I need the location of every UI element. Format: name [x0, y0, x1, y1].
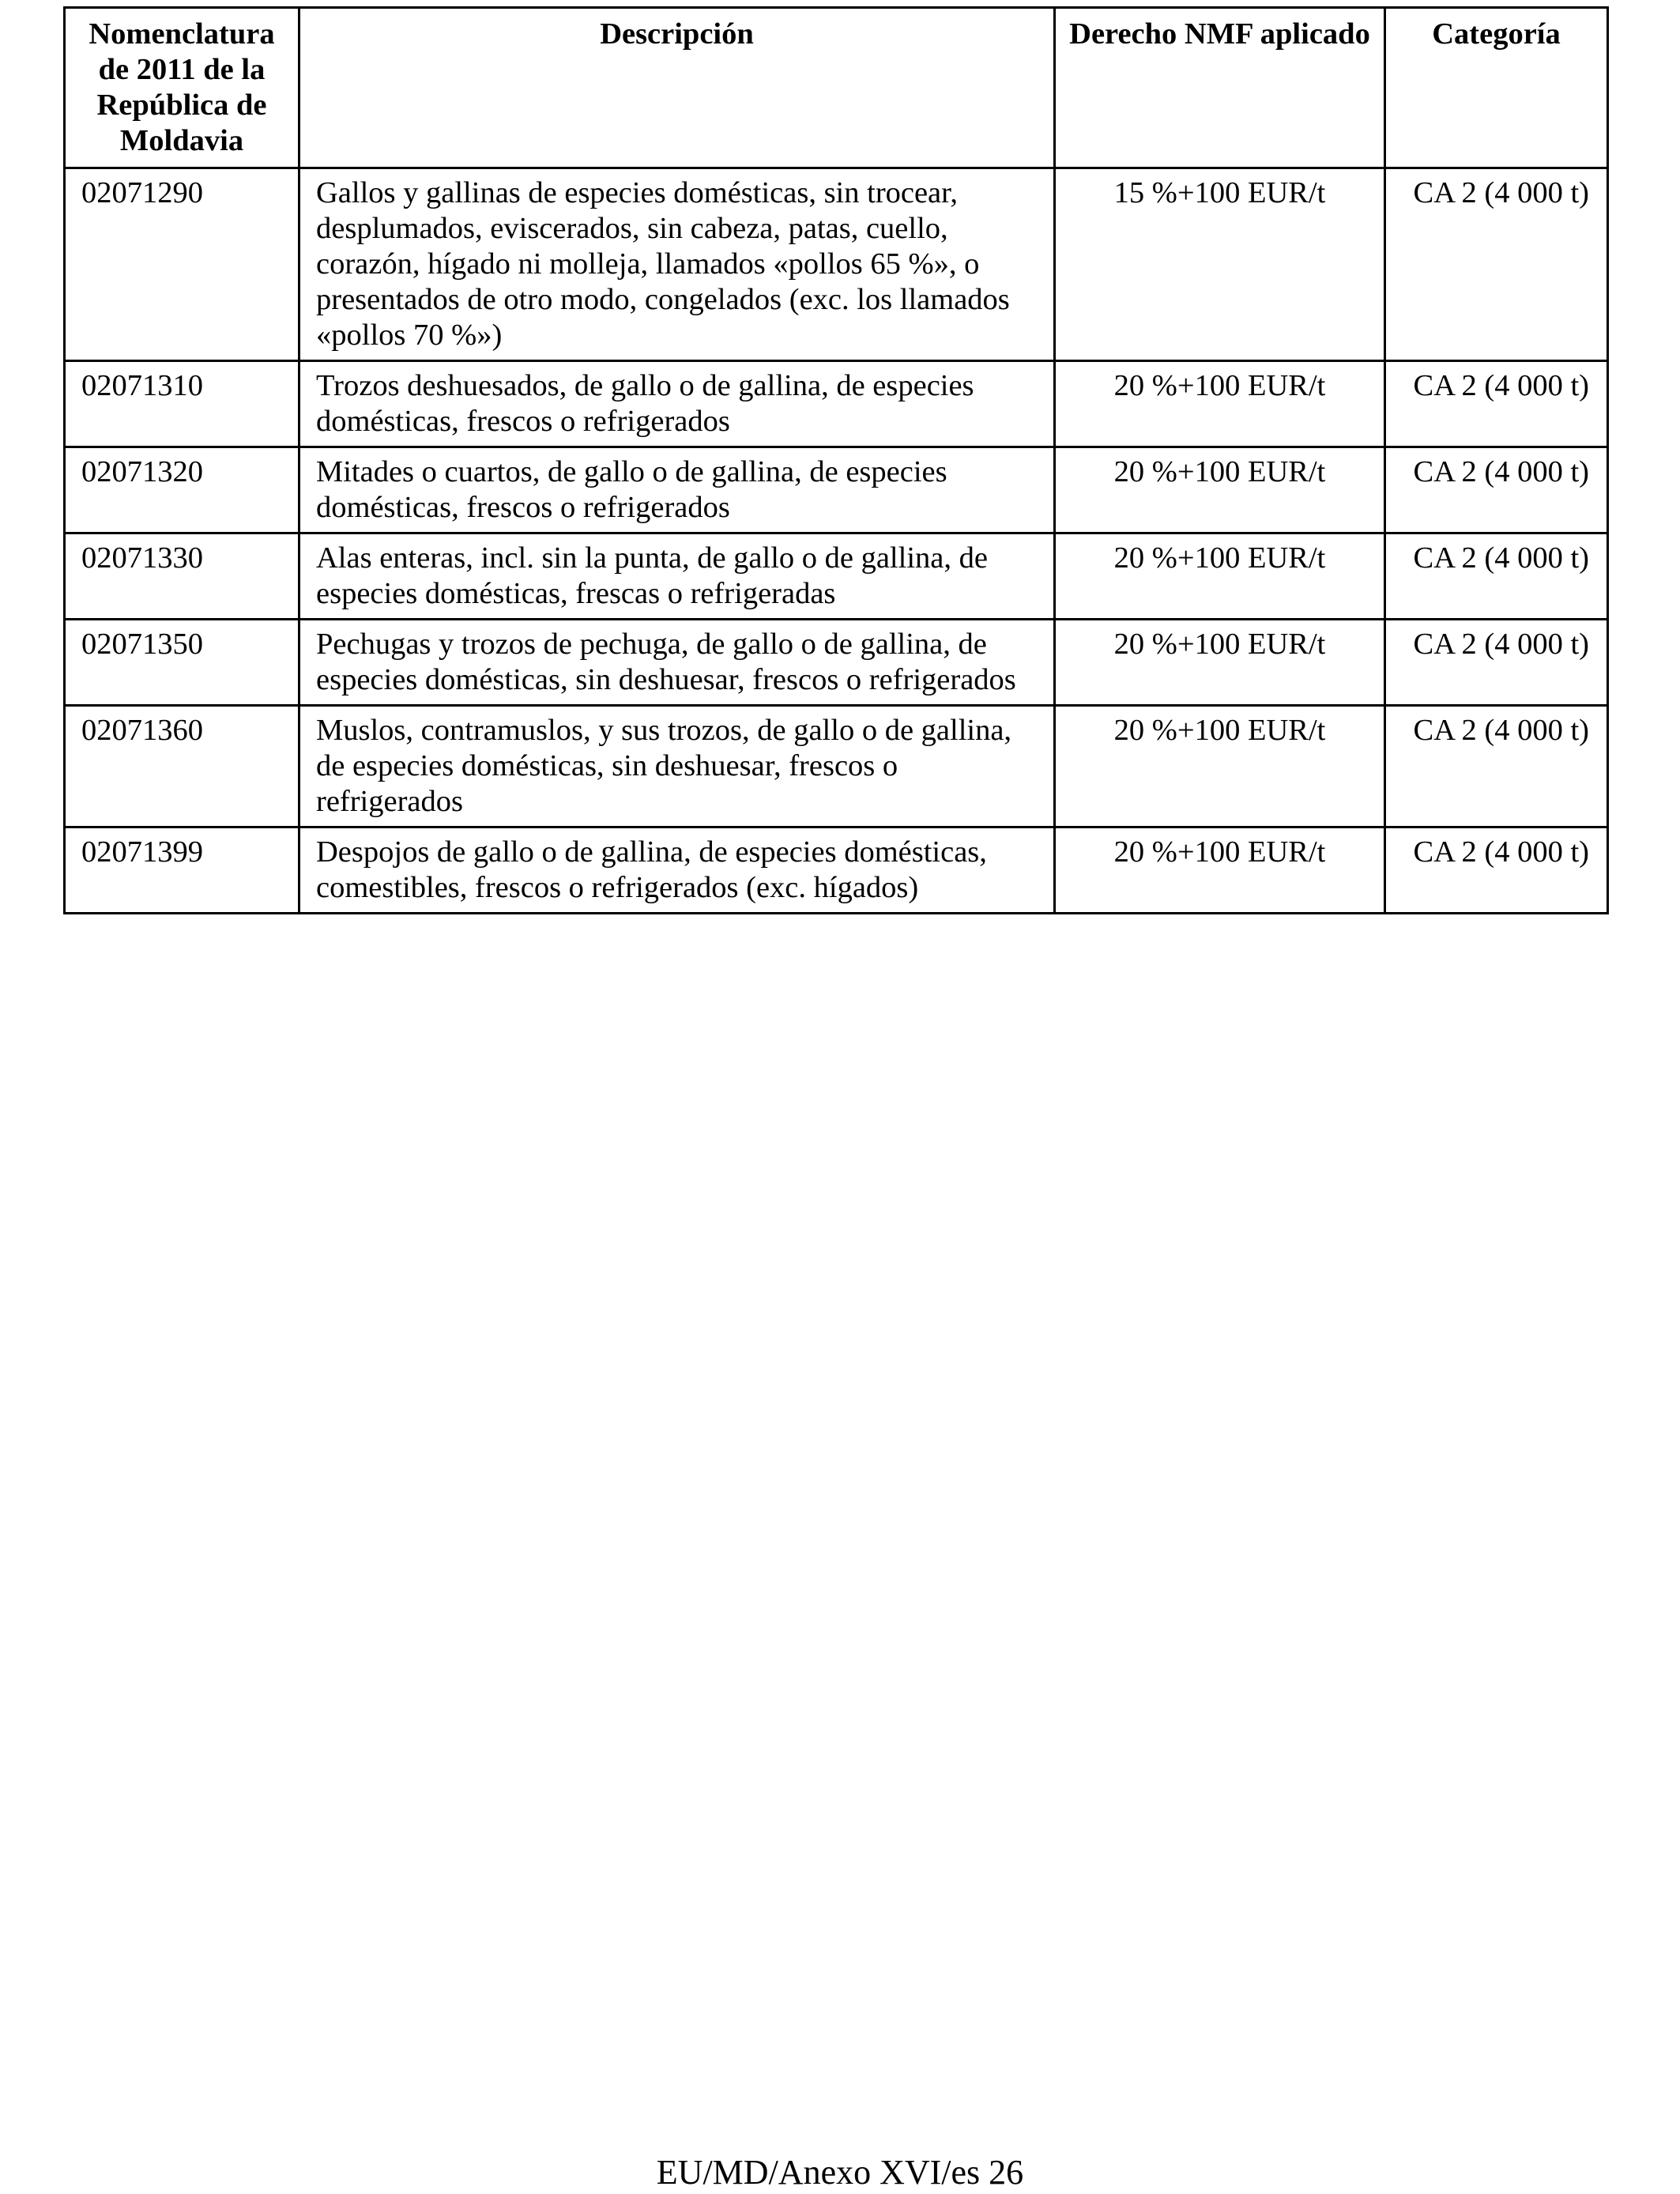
cell-category: CA 2 (4 000 t): [1385, 827, 1608, 914]
cell-description: Alas enteras, incl. sin la punta, de gallo o de gallina, de especies domésticas, frescas o refrigeradas: [299, 533, 1055, 620]
header-duty: Derecho NMF aplicado: [1055, 8, 1385, 168]
cell-description: Despojos de gallo o de gallina, de especies domésticas, comestibles, frescos o refrigerados (exc. hígados): [299, 827, 1055, 914]
cell-duty: 20 %+100 EUR/t: [1055, 361, 1385, 447]
header-code: Nomenclatura de 2011 de la República de Moldavia: [65, 8, 299, 168]
cell-category: CA 2 (4 000 t): [1385, 706, 1608, 827]
cell-code: 02071350: [65, 620, 299, 706]
cell-description: Gallos y gallinas de especies domésticas, sin trocear, desplumados, eviscerados, sin cabeza, patas, cuello, corazón, hígado ni molleja, llamados «pollos 65 %», o presentados de otro modo, congelados (exc. los llamados «pollos 70 %»): [299, 168, 1055, 361]
table-row: [65, 447, 1608, 533]
table-row: [65, 706, 1608, 827]
cell-description: Mitades o cuartos, de gallo o de gallina, de especies domésticas, frescos o refrigerados: [299, 447, 1055, 533]
cell-code: 02071290: [65, 168, 299, 361]
cell-category: CA 2 (4 000 t): [1385, 168, 1608, 361]
cell-duty: 20 %+100 EUR/t: [1055, 827, 1385, 914]
cell-duty: 20 %+100 EUR/t: [1055, 620, 1385, 706]
cell-duty: 20 %+100 EUR/t: [1055, 706, 1385, 827]
cell-description: Muslos, contramuslos, y sus trozos, de gallo o de gallina, de especies domésticas, sin deshuesar, frescos o refrigerados: [299, 706, 1055, 827]
table-body: [65, 168, 1608, 914]
page-footer: EU/MD/Anexo XVI/es 26: [656, 2153, 1024, 2192]
cell-code: 02071330: [65, 533, 299, 620]
table-row: [65, 168, 1608, 361]
cell-duty: 20 %+100 EUR/t: [1055, 533, 1385, 620]
tariff-table: [63, 6, 1609, 914]
cell-code: 02071310: [65, 361, 299, 447]
table-row: [65, 533, 1608, 620]
table-row: [65, 620, 1608, 706]
cell-description: Trozos deshuesados, de gallo o de gallina, de especies domésticas, frescos o refrigerados: [299, 361, 1055, 447]
cell-description: Pechugas y trozos de pechuga, de gallo o de gallina, de especies domésticas, sin deshuesar, frescos o refrigerados: [299, 620, 1055, 706]
cell-code: 02071399: [65, 827, 299, 914]
table-row: [65, 827, 1608, 914]
cell-category: CA 2 (4 000 t): [1385, 447, 1608, 533]
table-header: [65, 8, 1608, 168]
cell-category: CA 2 (4 000 t): [1385, 533, 1608, 620]
header-category: Categoría: [1385, 8, 1608, 168]
cell-code: 02071320: [65, 447, 299, 533]
cell-duty: 15 %+100 EUR/t: [1055, 168, 1385, 361]
cell-category: CA 2 (4 000 t): [1385, 361, 1608, 447]
cell-category: CA 2 (4 000 t): [1385, 620, 1608, 706]
header-description: Descripción: [299, 8, 1055, 168]
cell-code: 02071360: [65, 706, 299, 827]
table-row: [65, 361, 1608, 447]
header-row: [65, 8, 1608, 168]
cell-duty: 20 %+100 EUR/t: [1055, 447, 1385, 533]
